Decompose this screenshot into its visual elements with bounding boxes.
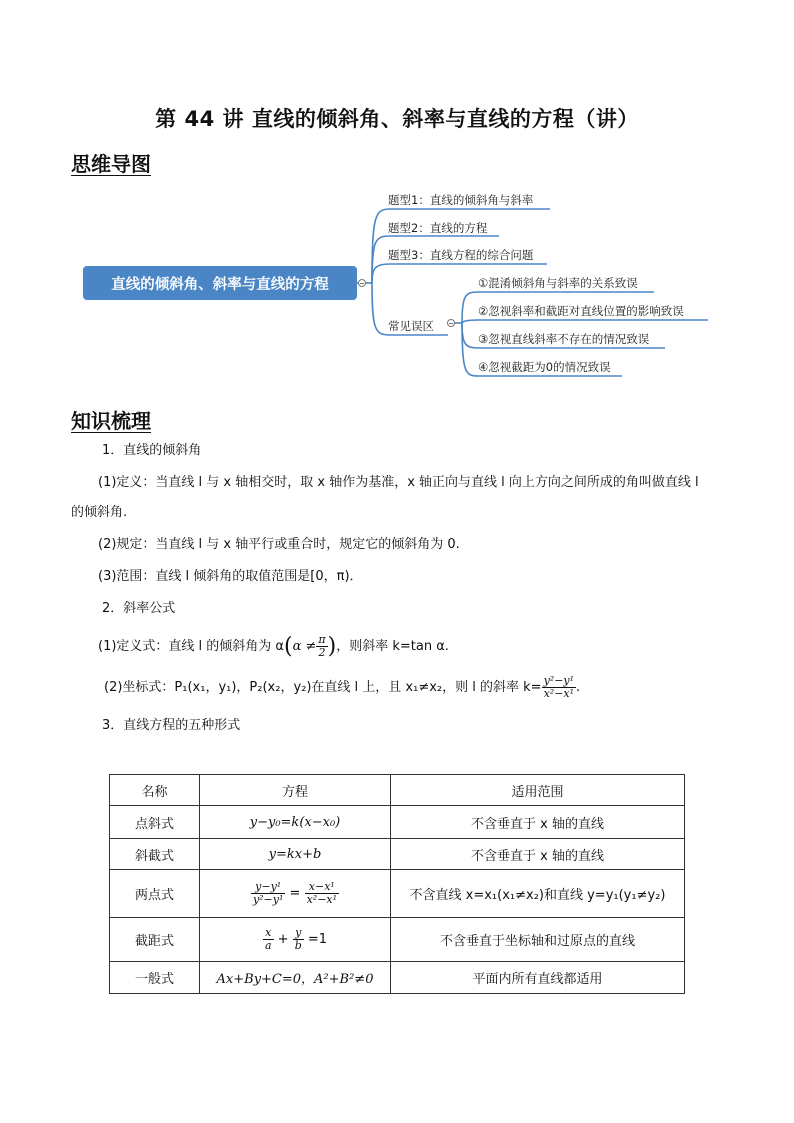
mindmap-root[interactable] [83, 266, 357, 300]
collapse-root-icon[interactable] [358, 279, 366, 287]
table-row [110, 806, 685, 839]
slope-coordinate-period: . [576, 679, 581, 695]
row-range: 不含垂直于 x 轴的直线 [391, 839, 685, 870]
range-paragraph: (3)范围：直线 l 倾斜角的取值范围是[0，π)． [98, 569, 363, 584]
mindmap-heading: 思维导图 [71, 152, 151, 176]
heading-slope-formula: 2．斜率公式 [102, 601, 176, 616]
row-equation: y−y₀=k(x−x₀) [200, 806, 391, 839]
intercept-y-fraction: $\frac{y}{b}$ [294, 926, 302, 952]
paren-close: ) [327, 633, 337, 659]
paren-open: ( [284, 633, 293, 659]
header-name: 名称 [110, 775, 200, 806]
row-range: 不含垂直于 x 轴的直线 [391, 806, 685, 839]
header-range: 适用范围 [391, 775, 685, 806]
mindmap-branch-4[interactable]: 常见误区 [388, 319, 434, 333]
rule-paragraph: (2)规定：当直线 l 与 x 轴平行或重合时，规定它的倾斜角为 0. [98, 537, 460, 552]
header-equation: 方程 [200, 775, 391, 806]
table-row [110, 870, 685, 918]
row-range: 不含直线 x=x₁(x₁≠x₂)和直线 y=y₁(y₁≠y₂) [391, 870, 685, 918]
row-name: 斜截式 [110, 839, 200, 870]
mindmap-sub-2[interactable]: ②忽视斜率和截距对直线位置的影响致误 [478, 304, 684, 318]
mindmap-sub-3[interactable]: ③忽视直线斜率不存在的情况致误 [478, 332, 650, 346]
two-point-left-fraction: $\frac{\text{y−y¹}}{\text{y²−y¹}}$ [252, 880, 284, 906]
knowledge-heading: 知识梳理 [71, 409, 151, 433]
mindmap-branch-1[interactable]: 题型1：直线的倾斜角与斜率 [388, 193, 534, 207]
row-name: 两点式 [110, 870, 200, 918]
mindmap-sub-4[interactable]: ④忽视截距为0的情况致误 [478, 360, 611, 374]
slope-definition-pre: (1)定义式：直线 l 的倾斜角为 α [98, 638, 284, 654]
row-equation [200, 870, 391, 918]
table-row [110, 962, 685, 994]
slope-definition [98, 634, 449, 659]
row-equation [200, 918, 391, 962]
table-row [110, 839, 685, 870]
row-name: 截距式 [110, 918, 200, 962]
two-point-right-fraction: $\frac{\text{x−x¹}}{\text{x²−x¹}}$ [306, 880, 338, 906]
mindmap-branch-3[interactable]: 题型3：直线方程的综合问题 [388, 248, 534, 262]
mindmap-root-label: 直线的倾斜角、斜率与直线的方程 [111, 276, 329, 293]
plus-sign: + [277, 932, 289, 947]
table-header-row [110, 775, 685, 806]
pi-over-2-fraction: $\frac{\pi}{2}$ [318, 633, 326, 659]
intercept-x-fraction: $\frac{x}{a}$ [264, 926, 272, 952]
slope-definition-post: ，则斜率 k=tan α. [336, 638, 449, 654]
mindmap-sub-1[interactable]: ①混淆倾斜角与斜率的关系致误 [478, 276, 638, 290]
row-range: 不含垂直于坐标轴和过原点的直线 [391, 918, 685, 962]
table-row [110, 918, 685, 962]
slope-coordinate-pre: (2)坐标式：P₁(x₁，y₁)，P₂(x₂，y₂)在直线 l 上，且 x₁≠x₂，则 l 的斜率 k= [104, 679, 542, 695]
slope-fraction: $\frac{\text{y²−y¹}}{\text{x²−x¹}}$ [543, 674, 575, 700]
slope-coordinate [104, 675, 580, 700]
definition-line-1: (1)定义：当直线 l 与 x 轴相交时，取 x 轴作为基准，x 轴正向与直线 l 向上方向之间所成的角叫做直线 l [98, 475, 699, 490]
row-range: 平面内所有直线都适用 [391, 962, 685, 994]
row-equation: Ax+By+C=0，A²+B²≠0 [200, 962, 391, 994]
intercept-equals-one: =1 [307, 932, 328, 947]
page-title: 第 44 讲 直线的倾斜角、斜率与直线的方程（讲） [155, 107, 639, 131]
heading-five-forms: 3．直线方程的五种形式 [102, 718, 241, 733]
collapse-misconceptions-icon[interactable] [447, 319, 455, 327]
equals-sign: = [289, 886, 301, 901]
definition-line-2: 的倾斜角. [71, 505, 128, 520]
alpha-neq: α ≠ [292, 638, 317, 654]
row-name: 一般式 [110, 962, 200, 994]
heading-inclination-angle: 1．直线的倾斜角 [102, 443, 202, 458]
line-equation-forms-table [109, 774, 685, 994]
row-name: 点斜式 [110, 806, 200, 839]
row-equation: y=kx+b [200, 839, 391, 870]
mindmap-branch-2[interactable]: 题型2：直线的方程 [388, 221, 488, 235]
